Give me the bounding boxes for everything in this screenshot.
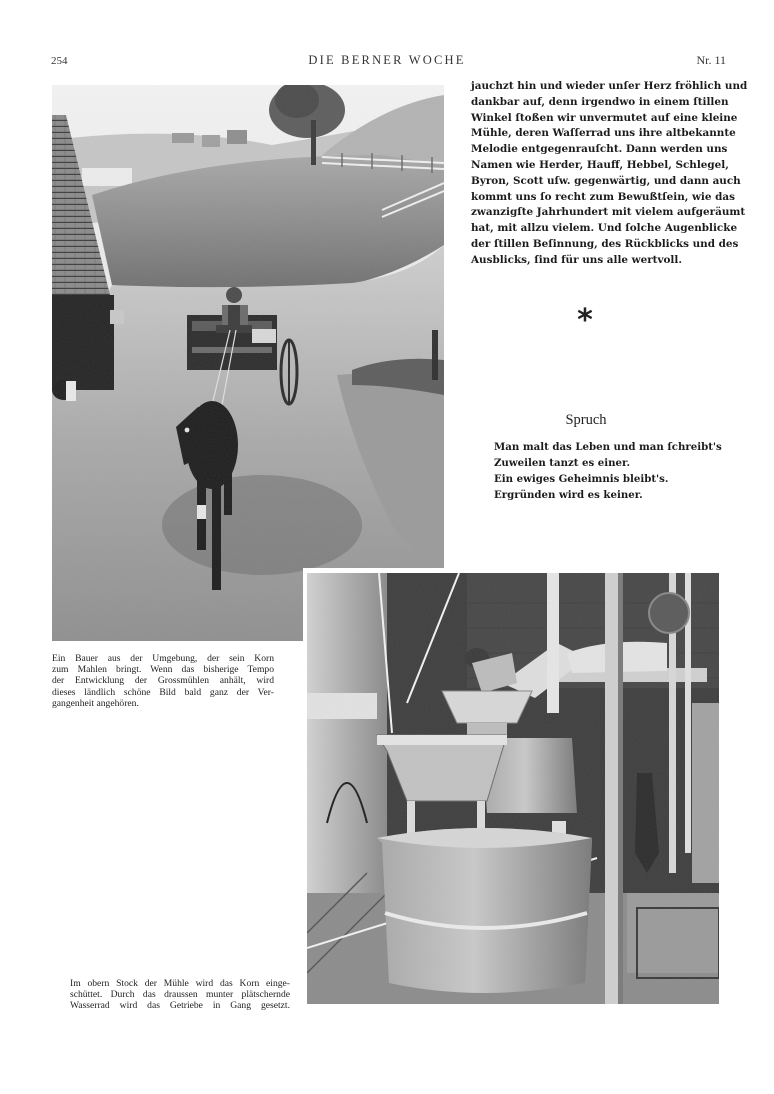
article-line: Winkel ſtoßen wir unvermutet auf eine kleine	[471, 111, 738, 124]
article-line: hat, mit allzu vielem. Und ſolche Augenblicke	[471, 222, 738, 235]
article-line: dankbar auf, denn irgendwo in einem ſtillen	[471, 95, 729, 108]
caption-line: gangenheit angehören.	[52, 697, 139, 709]
issue-number: Nr. 11	[696, 53, 726, 67]
asterisk-ornament-icon: *	[577, 303, 593, 338]
caption-line: Ein Bauer aus der Umgebung, der sein Korn	[52, 653, 274, 664]
photo-mill-interior	[307, 573, 719, 1004]
caption-line: zum Mahlen bringt. Wenn das bisherige Tempo	[52, 664, 274, 676]
caption-line: dieses ländlich schöne Bild bald ganz der Ver-	[52, 686, 274, 698]
article-line: Ausblicks, ſind für uns alle wertvoll.	[471, 253, 682, 266]
article-line: Melodie entgegenrauſcht. Dann werden uns	[471, 143, 728, 156]
poem-line: Zuweilen tanzt es einer.	[494, 457, 631, 469]
caption-mill-interior	[70, 978, 290, 1012]
article-body	[471, 79, 748, 269]
caption-farmer-cart	[52, 653, 274, 709]
poem-line: Man malt das Leben und man ſchreibt's	[494, 441, 722, 453]
poem-line: Ein ewiges Geheimnis bleibt's.	[494, 473, 669, 485]
article-line: jauchzt hin und wieder unſer Herz fröhlich und	[471, 80, 748, 92]
caption-line: der Entwicklung der Grossmühlen anhält, wird	[52, 675, 274, 687]
caption-line: schüttet. Durch das draussen munter plätschernde	[70, 989, 290, 1001]
article-line: Mühle, deren Waſſerrad uns ihre altbekannte	[471, 127, 736, 140]
article-line: zwanzigſte Jahrhundert mit vielem aufgeräumt	[471, 206, 746, 219]
article-line: Namen wie Herder, Hauff, Hebbel, Schlegel,	[471, 158, 729, 171]
article-paragraph	[471, 79, 748, 269]
running-title: DIE BERNER WOCHE	[308, 53, 466, 67]
photo-farmer-horse-cart	[52, 85, 444, 641]
poem-title: Spruch	[565, 412, 607, 428]
page-number: 254	[51, 55, 68, 67]
caption-line: Im obern Stock der Mühle wird das Korn einge-	[70, 978, 290, 989]
article-line: Byron, Scott uſw. gegenwärtig, und dann auch	[471, 174, 741, 187]
poem-body	[494, 439, 724, 503]
article-line: kommt uns ſo recht zum Bewußtſein, wie das	[471, 190, 735, 203]
poem-line: Ergründen wird es keiner.	[494, 489, 643, 501]
article-line: der ſtillen Beſinnung, des Rückblicks und des	[471, 237, 739, 250]
caption-line: Wasserrad wird das Getriebe in Gang gesetzt.	[70, 1000, 290, 1012]
